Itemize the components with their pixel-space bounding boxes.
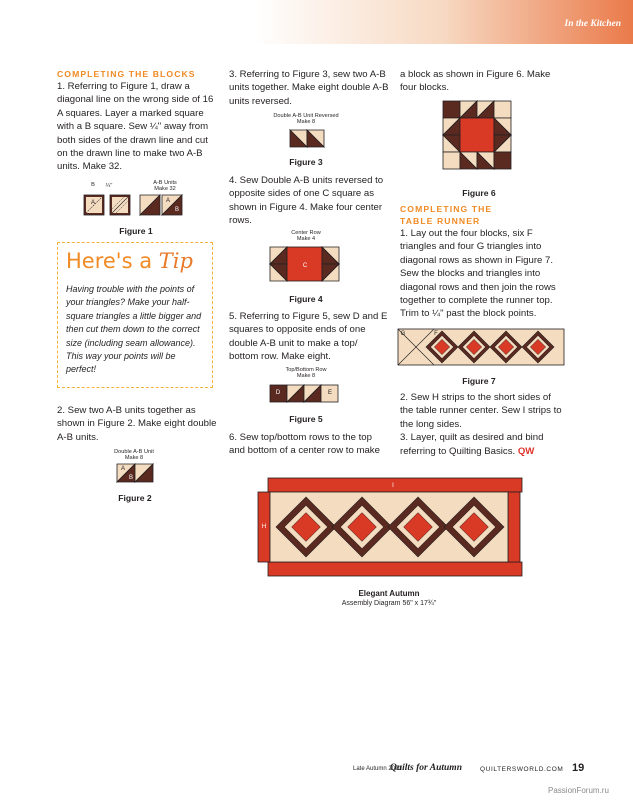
fig1-label-b: B <box>91 182 95 188</box>
figure-3-diagram <box>290 130 326 148</box>
column-1 <box>57 68 217 174</box>
figure-7-caption: Figure 7 <box>462 376 496 386</box>
fig2-a: A <box>120 466 125 472</box>
fig7-g: G <box>400 331 406 337</box>
assembly-subtitle: Assembly Diagram 56" x 17¾" <box>341 600 437 607</box>
step-6-cont-text: a block as shown in Figure 6. Make four blocks. <box>400 69 551 94</box>
fig7-f: F <box>434 331 438 337</box>
fig3-title: Double A-B Unit Reversed Make 8 <box>273 113 339 126</box>
column-3-runner <box>400 203 566 321</box>
tip-text: Having trouble with the points of your triangles? Make your half-square triangles a little bigger and then cut them down to the correct size (including seam allowance). This way your points will be perfect! <box>66 284 202 375</box>
figure-6-diagram <box>443 101 515 179</box>
assembly-label-h: H <box>261 524 267 530</box>
step-4 <box>229 174 389 228</box>
fig1-label-a: A <box>90 200 95 206</box>
figure-4-caption: Figure 4 <box>289 294 323 304</box>
heading-completing-blocks: COMPLETING THE BLOCKS <box>57 69 196 79</box>
figure-1-caption: Figure 1 <box>119 226 153 236</box>
figure-6-caption: Figure 6 <box>462 188 496 198</box>
fig5-title: Top/Bottom Row Make 8 <box>285 367 327 380</box>
runner-step-3-text: 3. Layer, quilt as desired and bind referring to Quilting Basics. <box>400 432 544 457</box>
runner-step-3 <box>400 431 566 458</box>
section-label: In the Kitchen <box>564 19 621 29</box>
step-2-text: 2. Sew two A-B units together as shown in Figure 2. Make eight double A-B units. <box>57 405 217 443</box>
qw-mark: QW <box>517 445 535 457</box>
runner-steps-2-3 <box>400 391 566 458</box>
runner-step-1-text: 1. Lay out the four blocks, six F triangles and four G triangles into diagonal rows as shown in Figure 7. Sew the blocks and triangles into diagonal rows and then join the rows together to complete the runner top. Trim to ¼" past the block points. <box>400 228 556 320</box>
fig5-e: E <box>327 390 332 396</box>
runner-step-2-text: 2. Sew H strips to the short sides of the table runner center. Sew I strips to the long sides. <box>400 392 562 430</box>
fig1-units-title: A-B Units Make 32 <box>153 180 177 193</box>
figure-5-caption: Figure 5 <box>289 414 323 424</box>
fig1-label-quarter: ¼" <box>105 183 113 189</box>
step-3 <box>229 68 389 108</box>
figure-3-caption: Figure 3 <box>289 157 323 167</box>
figure-2-caption: Figure 2 <box>118 493 152 503</box>
tip-box <box>57 242 213 388</box>
step-2 <box>57 404 217 444</box>
header-bar <box>0 0 633 44</box>
footer-magazine: Quilts for Autumn <box>390 763 462 773</box>
fig2-b: B <box>128 475 133 481</box>
heading-completing-runner: COMPLETING THE TABLE RUNNER <box>400 204 493 226</box>
fig4-c: C <box>302 263 308 269</box>
footer-issue: Late Autumn 2021 <box>353 766 402 772</box>
step-1-text: 1. Referring to Figure 1, draw a diagonal line on the wrong side of 16 A squares. Layer a marked square with a B square. Sew ¼" away from both sides of the drawn line and cut on the drawn line to make two A-B units. Make 32. <box>57 81 214 173</box>
assembly-title: Elegant Autumn <box>358 589 420 598</box>
page-number: 19 <box>572 762 585 774</box>
step-6 <box>229 431 389 458</box>
figure-7-diagram <box>398 327 568 369</box>
step-6-text: 6. Sew top/bottom rows to the top and bottom of a center row to make <box>229 432 380 457</box>
fig2-title: Double A-B Unit Make 8 <box>114 449 154 462</box>
assembly-diagram <box>258 478 530 580</box>
step-5 <box>229 310 389 364</box>
watermark: PassionForum.ru <box>548 786 609 795</box>
step-6-continued <box>400 68 560 95</box>
tip-title: Here's a Tip <box>66 249 193 273</box>
assembly-label-i: I <box>392 483 394 489</box>
figure-1-diagram <box>84 193 184 217</box>
step-4-text: 4. Sew Double A-B units reversed to opposite sides of one C square as shown in Figure 4. Make four center rows. <box>229 175 384 227</box>
fig1-a: A <box>165 198 170 204</box>
footer-url: QUILTERSWORLD.COM <box>480 766 564 773</box>
fig5-d: D <box>275 390 281 396</box>
fig1-b: B <box>174 207 179 213</box>
fig4-title: Center Row Make 4 <box>291 230 321 243</box>
step-5-text: 5. Referring to Figure 5, sew D and E squares to opposite ends of one double A-B unit to make a top/ bottom row. Make eight. <box>229 311 388 363</box>
step-3-text: 3. Referring to Figure 3, sew two A-B units together. Make eight double A-B units reversed. <box>229 69 389 107</box>
